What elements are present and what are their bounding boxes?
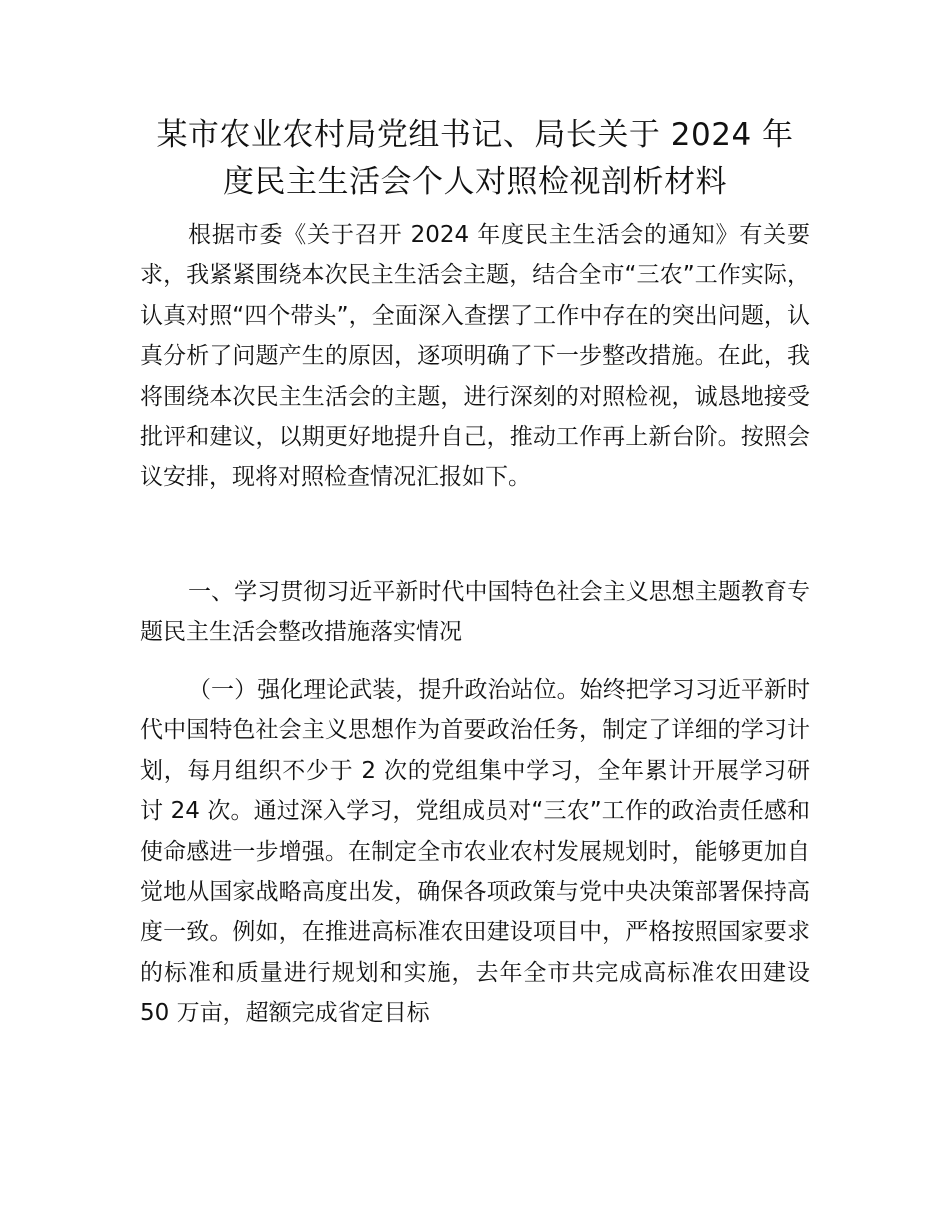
title-line-2: 度民主生活会个人对照检视剖析材料 bbox=[223, 164, 727, 200]
subsection-paragraph-1: （一）强化理论武装，提升政治站位。始终把学习习近平新时代中国特色社会主义思想作为首要政治任务，制定了详细的学习计划，每月组织不少于 2 次的党组集中学习，全年累计开展学习研讨 24 次。通过深入学习，党组成员对“三农”工作的政治责任感和使命感进一步增强。在制定全市农业农村发展规划时，能够更加自觉地从国家战略高度出发，确保各项政策与党中央决策部署保持高度一致。例如，在推进高标准农田建设项目中，严格按照国家要求的标准和质量进行规划和实施，去年全市共完成高标准农田建设 50 万亩，超额完成省定目标 bbox=[140, 677, 810, 1027]
section-heading-1: 一、学习贯彻习近平新时代中国特色社会主义思想主题教育专题民主生活会整改措施落实情况 bbox=[140, 579, 810, 646]
intro-paragraph: 根据市委《关于召开 2024 年度民主生活会的通知》有关要求，我紧紧围绕本次民主生活会主题，结合全市“三农”工作实际，认真对照“四个带头”，全面深入查摆了工作中存在的突出问题，认真分析了问题产生的原因，逐项明确了下一步整改措施。在此，我将围绕本次民主生活会的主题，进行深刻的对照检视，诚恳地接受批评和建议，以期更好地提升自己，推动工作再上新台阶。按照会议安排，现将对照检查情况汇报如下。 bbox=[140, 222, 810, 491]
document-title bbox=[140, 112, 810, 206]
title-line-1: 某市农业农村局党组书记、局长关于 2024 年 bbox=[156, 117, 794, 153]
